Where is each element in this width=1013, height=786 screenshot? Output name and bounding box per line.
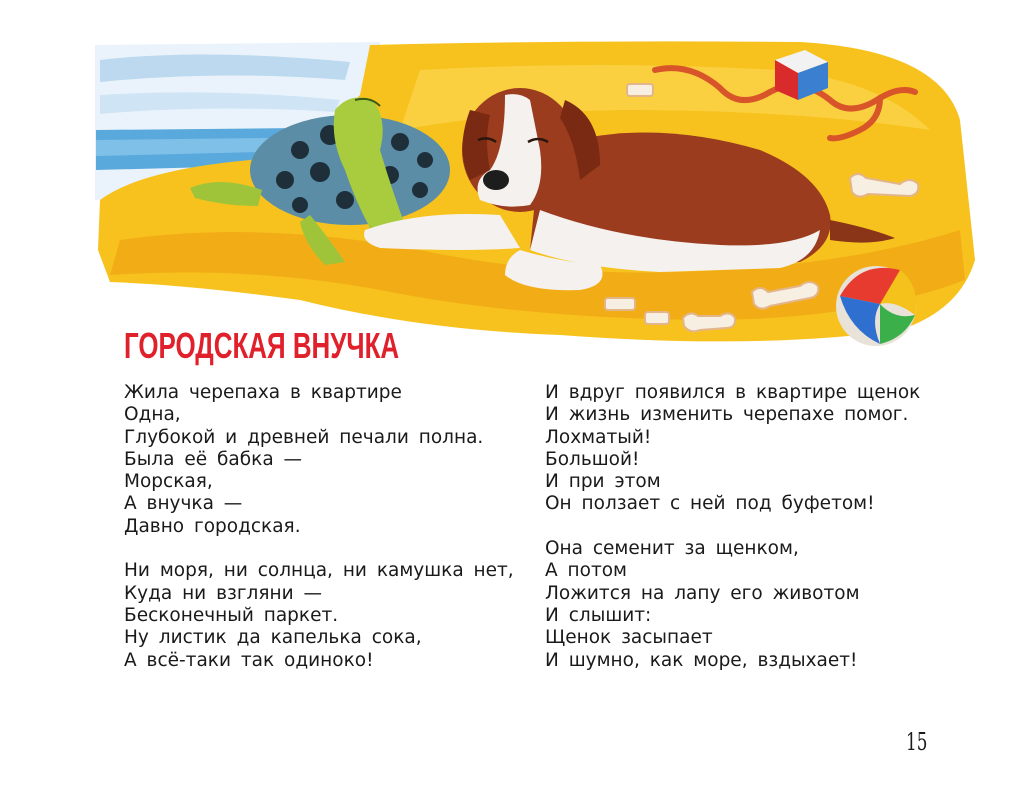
poem-title: ГОРОДСКАЯ ВНУЧКА [124, 325, 400, 366]
poem-line: Ложится на лапу его животом [545, 582, 860, 604]
poem-line: Она семенит за щенком, [545, 538, 799, 560]
poem-line: И при этом [545, 471, 661, 493]
poem-line: И вдруг появился в квартире щенок [545, 382, 921, 403]
stanza [124, 382, 514, 538]
poem-line: А всё-таки так одиноко! [124, 649, 374, 671]
poem-line: И жизнь изменить черепахе помог. [545, 404, 909, 426]
page-number: 15 [906, 728, 928, 756]
poem-line: Большой! [545, 448, 640, 470]
poem-line: Глубокой и древней печали полна. [124, 426, 484, 448]
poem-column-right [545, 382, 920, 694]
poem-line: Морская, [124, 471, 213, 493]
poem-column-left [124, 382, 514, 694]
poem-line: Куда ни взгляни — [124, 582, 323, 604]
poem-line: Жила черепаха в квартире [124, 382, 402, 403]
poem-line: Ну листик да капелька сока, [124, 627, 422, 649]
poem-line: Ни моря, ни солнца, ни камушка нет, [124, 560, 514, 582]
poem-line: Лохматый! [545, 426, 652, 448]
poem-line: Он ползает с ней под буфетом! [545, 493, 875, 515]
poem-line: Бесконечный паркет. [124, 604, 339, 626]
stanza [124, 560, 514, 671]
poem-line: А внучка — [124, 493, 243, 515]
poem-line: И шумно, как море, вздыхает! [545, 649, 858, 671]
illustration-turtle-and-puppy [0, 0, 1013, 360]
poem-line: Щенок засыпает [545, 627, 713, 649]
poem-line: И слышит: [545, 604, 652, 626]
poem-line: А потом [545, 560, 628, 582]
stanza [545, 538, 920, 672]
stanza [545, 382, 920, 516]
poem-line: Давно городская. [124, 515, 301, 537]
beach-ball [836, 266, 916, 346]
poem-line: Была её бабка — [124, 448, 303, 470]
poem-line: Одна, [124, 404, 181, 426]
